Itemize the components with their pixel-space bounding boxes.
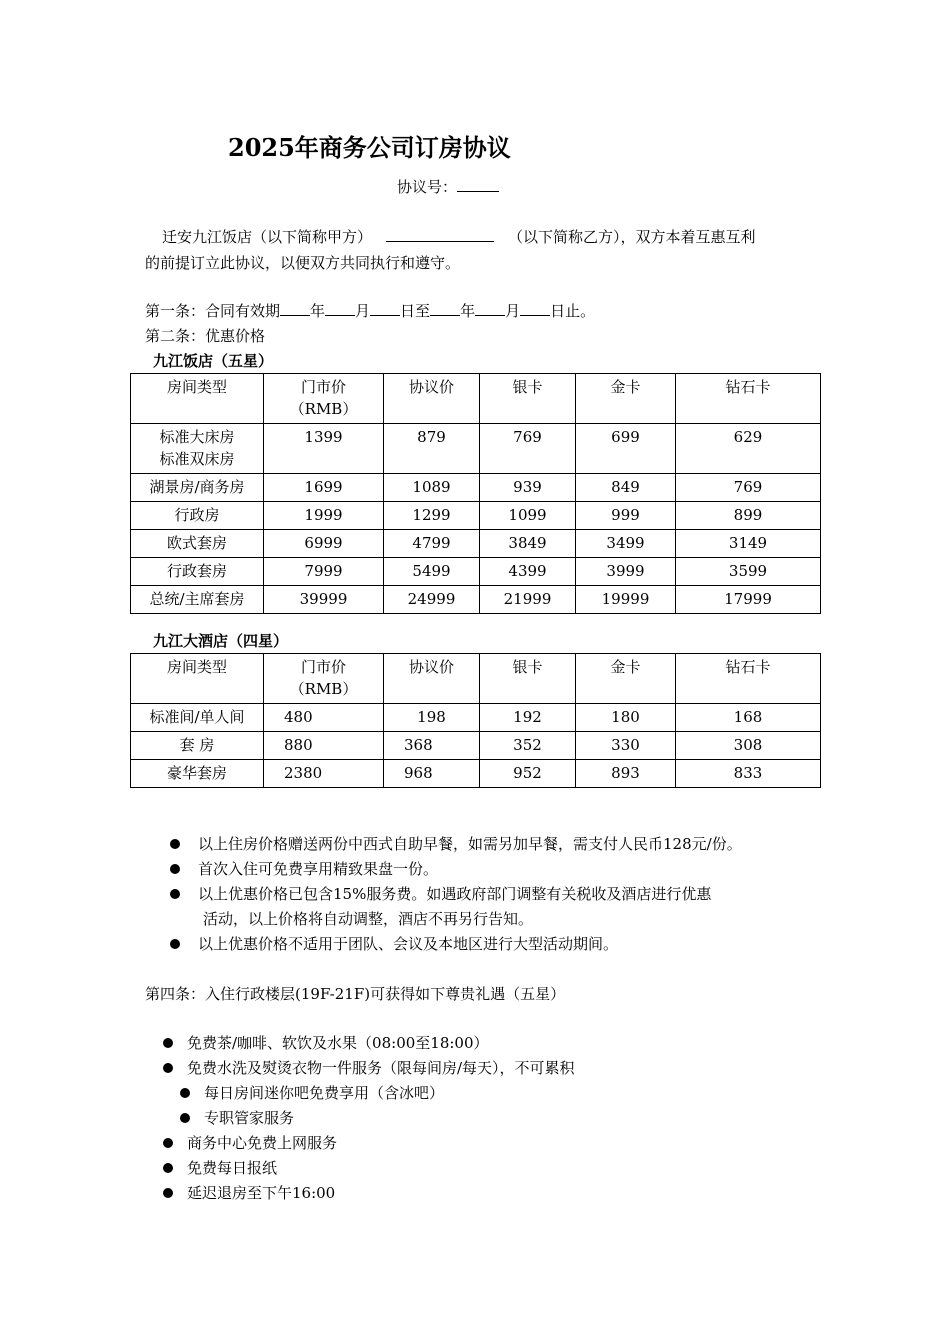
- rate-cell: 480: [264, 704, 384, 732]
- bullet-icon: [180, 1113, 190, 1123]
- note-item: [170, 934, 618, 954]
- note-item: [170, 884, 711, 904]
- header-gold-card: 金卡: [576, 654, 676, 704]
- header-silver-card: 银卡: [480, 374, 576, 424]
- rate-cell: 2380: [264, 760, 384, 788]
- rate-cell: 1999: [264, 502, 384, 530]
- article-1: [145, 301, 595, 321]
- benefit-text: 商务中心免费上网服务: [187, 1134, 338, 1152]
- room-type: 湖景房/商务房: [131, 474, 264, 502]
- year-label-2: 年: [460, 302, 476, 320]
- header-rack-rate-unit: （RMB）: [289, 680, 358, 698]
- rate-cell: 952: [480, 760, 576, 788]
- rate-cell: 7999: [264, 558, 384, 586]
- bullet-icon: [163, 1138, 173, 1148]
- intro-line-2: 的前提订立此协议，以便双方共同执行和遵守。: [145, 254, 461, 272]
- note-item: [170, 859, 438, 879]
- rate-cell: 19999: [576, 586, 676, 614]
- rate-cell: 939: [480, 474, 576, 502]
- note-text: 以上优惠价格不适用于团队、会议及本地区进行大型活动期间。: [198, 935, 619, 953]
- hotel-2-name: 九江大酒店（四星）: [153, 632, 289, 650]
- table-row: [131, 530, 821, 558]
- benefit-text: 延迟退房至下午16:00: [187, 1184, 336, 1202]
- rate-cell: 1299: [384, 502, 480, 530]
- header-rack-rate-label: 门市价: [300, 658, 346, 676]
- header-diamond-card: 钻石卡: [676, 654, 821, 704]
- header-diamond-card: 钻石卡: [676, 374, 821, 424]
- rate-cell: 833: [676, 760, 821, 788]
- note-continuation: 活动，以上价格将自动调整，酒店不再另行告知。: [203, 910, 534, 928]
- rate-cell: 4799: [384, 530, 480, 558]
- note-item: [170, 834, 742, 854]
- benefit-text: 免费每日报纸: [187, 1159, 278, 1177]
- room-type: 套 房: [131, 732, 264, 760]
- rate-cell: 1099: [480, 502, 576, 530]
- rate-cell: 1089: [384, 474, 480, 502]
- benefit-item: [163, 1158, 277, 1178]
- end-year-blank[interactable]: [430, 301, 460, 316]
- bullet-icon: [170, 864, 180, 874]
- rate-cell: 899: [676, 502, 821, 530]
- hotel-1-rate-table: [130, 373, 821, 614]
- rate-cell: 879: [384, 424, 480, 474]
- bullet-icon: [180, 1088, 190, 1098]
- hotel-1-name: 九江饭店（五星）: [153, 352, 274, 370]
- benefit-item: [180, 1108, 294, 1128]
- rate-cell: 198: [384, 704, 480, 732]
- room-type: 豪华套房: [131, 760, 264, 788]
- benefit-text: 免费茶/咖啡、软饮及水果（08:00至18:00）: [187, 1034, 489, 1052]
- intro-line-1: [162, 227, 756, 247]
- bullet-icon: [170, 839, 180, 849]
- room-type: 标准间/单人间: [131, 704, 264, 732]
- bullet-icon: [163, 1163, 173, 1173]
- rate-cell: 21999: [480, 586, 576, 614]
- room-type: 欧式套房: [131, 530, 264, 558]
- room-type: 行政套房: [131, 558, 264, 586]
- rate-cell: 1699: [264, 474, 384, 502]
- benefit-item: [163, 1183, 335, 1203]
- benefit-item: [180, 1083, 444, 1103]
- note-text: 首次入住可免费享用精致果盘一份。: [198, 860, 439, 878]
- rate-cell: 6999: [264, 530, 384, 558]
- benefit-text: 每日房间迷你吧免费享用（含冰吧）: [204, 1084, 445, 1102]
- header-rack-rate-unit: （RMB）: [289, 400, 358, 418]
- rate-cell: 368: [384, 732, 480, 760]
- table-row: [131, 732, 821, 760]
- room-type-cell: [131, 424, 264, 474]
- article-2: 第二条：优惠价格: [145, 327, 266, 345]
- benefit-text: 免费水洗及熨烫衣物一件服务（限每间房/每天），不可累积: [187, 1059, 575, 1077]
- table-header-row: [131, 374, 821, 424]
- rate-cell: 3149: [676, 530, 821, 558]
- article-4: 第四条：入住行政楼层(19F-21F)可获得如下尊贵礼遇（五星）: [145, 985, 566, 1003]
- header-rack-rate: [264, 374, 384, 424]
- rate-cell: 769: [676, 474, 821, 502]
- rate-cell: 330: [576, 732, 676, 760]
- note-text: 以上优惠价格已包含15%服务费。如遇政府部门调整有关税收及酒店进行优惠: [198, 885, 712, 903]
- year-label-1: 年: [310, 302, 326, 320]
- bullet-icon: [163, 1038, 173, 1048]
- party-b-blank[interactable]: [386, 227, 494, 242]
- start-month-blank[interactable]: [325, 301, 355, 316]
- room-type: 总统/主席套房: [131, 586, 264, 614]
- rate-cell: 699: [576, 424, 676, 474]
- rate-cell: 880: [264, 732, 384, 760]
- rate-cell: 629: [676, 424, 821, 474]
- month-label-1: 月: [355, 302, 371, 320]
- rate-cell: 4399: [480, 558, 576, 586]
- rate-cell: 3599: [676, 558, 821, 586]
- agreement-number-label: 协议号：: [397, 178, 458, 196]
- document-title: 2025年商务公司订房协议: [228, 133, 511, 162]
- rate-cell: 168: [676, 704, 821, 732]
- day-end-label: 日止。: [550, 302, 596, 320]
- table-row: [131, 474, 821, 502]
- benefit-text: 专职管家服务: [204, 1109, 295, 1127]
- table-row: [131, 704, 821, 732]
- table-row: [131, 558, 821, 586]
- benefit-item: [163, 1033, 489, 1053]
- rate-cell: 849: [576, 474, 676, 502]
- header-agreed-rate: 协议价: [384, 654, 480, 704]
- rate-cell: 3999: [576, 558, 676, 586]
- rate-cell: 999: [576, 502, 676, 530]
- bullet-icon: [163, 1188, 173, 1198]
- rate-cell: 1399: [264, 424, 384, 474]
- rate-cell: 352: [480, 732, 576, 760]
- rate-cell: 3499: [576, 530, 676, 558]
- rate-cell: 308: [676, 732, 821, 760]
- header-rack-rate: [264, 654, 384, 704]
- end-day-blank[interactable]: [520, 301, 550, 316]
- rate-cell: 39999: [264, 586, 384, 614]
- room-type: 行政房: [131, 502, 264, 530]
- day-to-label: 日至: [400, 302, 431, 320]
- table-row: [131, 586, 821, 614]
- table-row: [131, 424, 821, 474]
- hotel-2-rate-table: [130, 653, 821, 788]
- bullet-icon: [163, 1063, 173, 1073]
- rate-cell: 3849: [480, 530, 576, 558]
- rate-cell: 769: [480, 424, 576, 474]
- note-text: 以上住房价格赠送两份中西式自助早餐，如需另加早餐，需支付人民币128元/份。: [198, 835, 742, 853]
- intro-party-b: （以下简称乙方），双方本着互惠互利: [508, 228, 756, 246]
- table-row: [131, 760, 821, 788]
- header-gold-card: 金卡: [576, 374, 676, 424]
- agreement-number-blank[interactable]: [457, 177, 499, 192]
- bullet-icon: [170, 889, 180, 899]
- rate-cell: 192: [480, 704, 576, 732]
- header-room-type: 房间类型: [131, 374, 264, 424]
- rate-cell: 180: [576, 704, 676, 732]
- header-room-type: 房间类型: [131, 654, 264, 704]
- month-label-2: 月: [505, 302, 521, 320]
- article-1-prefix: 第一条：合同有效期: [145, 302, 281, 320]
- bullet-icon: [170, 939, 180, 949]
- header-rack-rate-label: 门市价: [300, 378, 346, 396]
- rate-cell: 24999: [384, 586, 480, 614]
- start-year-blank[interactable]: [280, 301, 310, 316]
- benefit-item: [163, 1058, 575, 1078]
- table-header-row: [131, 654, 821, 704]
- rate-cell: 968: [384, 760, 480, 788]
- table-row: [131, 502, 821, 530]
- intro-party-a: 迁安九江饭店（以下简称甲方）: [162, 228, 373, 246]
- end-month-blank[interactable]: [475, 301, 505, 316]
- benefit-item: [163, 1133, 337, 1153]
- start-day-blank[interactable]: [370, 301, 400, 316]
- room-type-2: 标准双床房: [159, 450, 235, 468]
- header-agreed-rate: 协议价: [384, 374, 480, 424]
- rate-cell: 893: [576, 760, 676, 788]
- rate-cell: 5499: [384, 558, 480, 586]
- header-silver-card: 银卡: [480, 654, 576, 704]
- room-type: 标准大床房: [159, 428, 235, 446]
- rate-cell: 17999: [676, 586, 821, 614]
- agreement-number: [397, 177, 499, 197]
